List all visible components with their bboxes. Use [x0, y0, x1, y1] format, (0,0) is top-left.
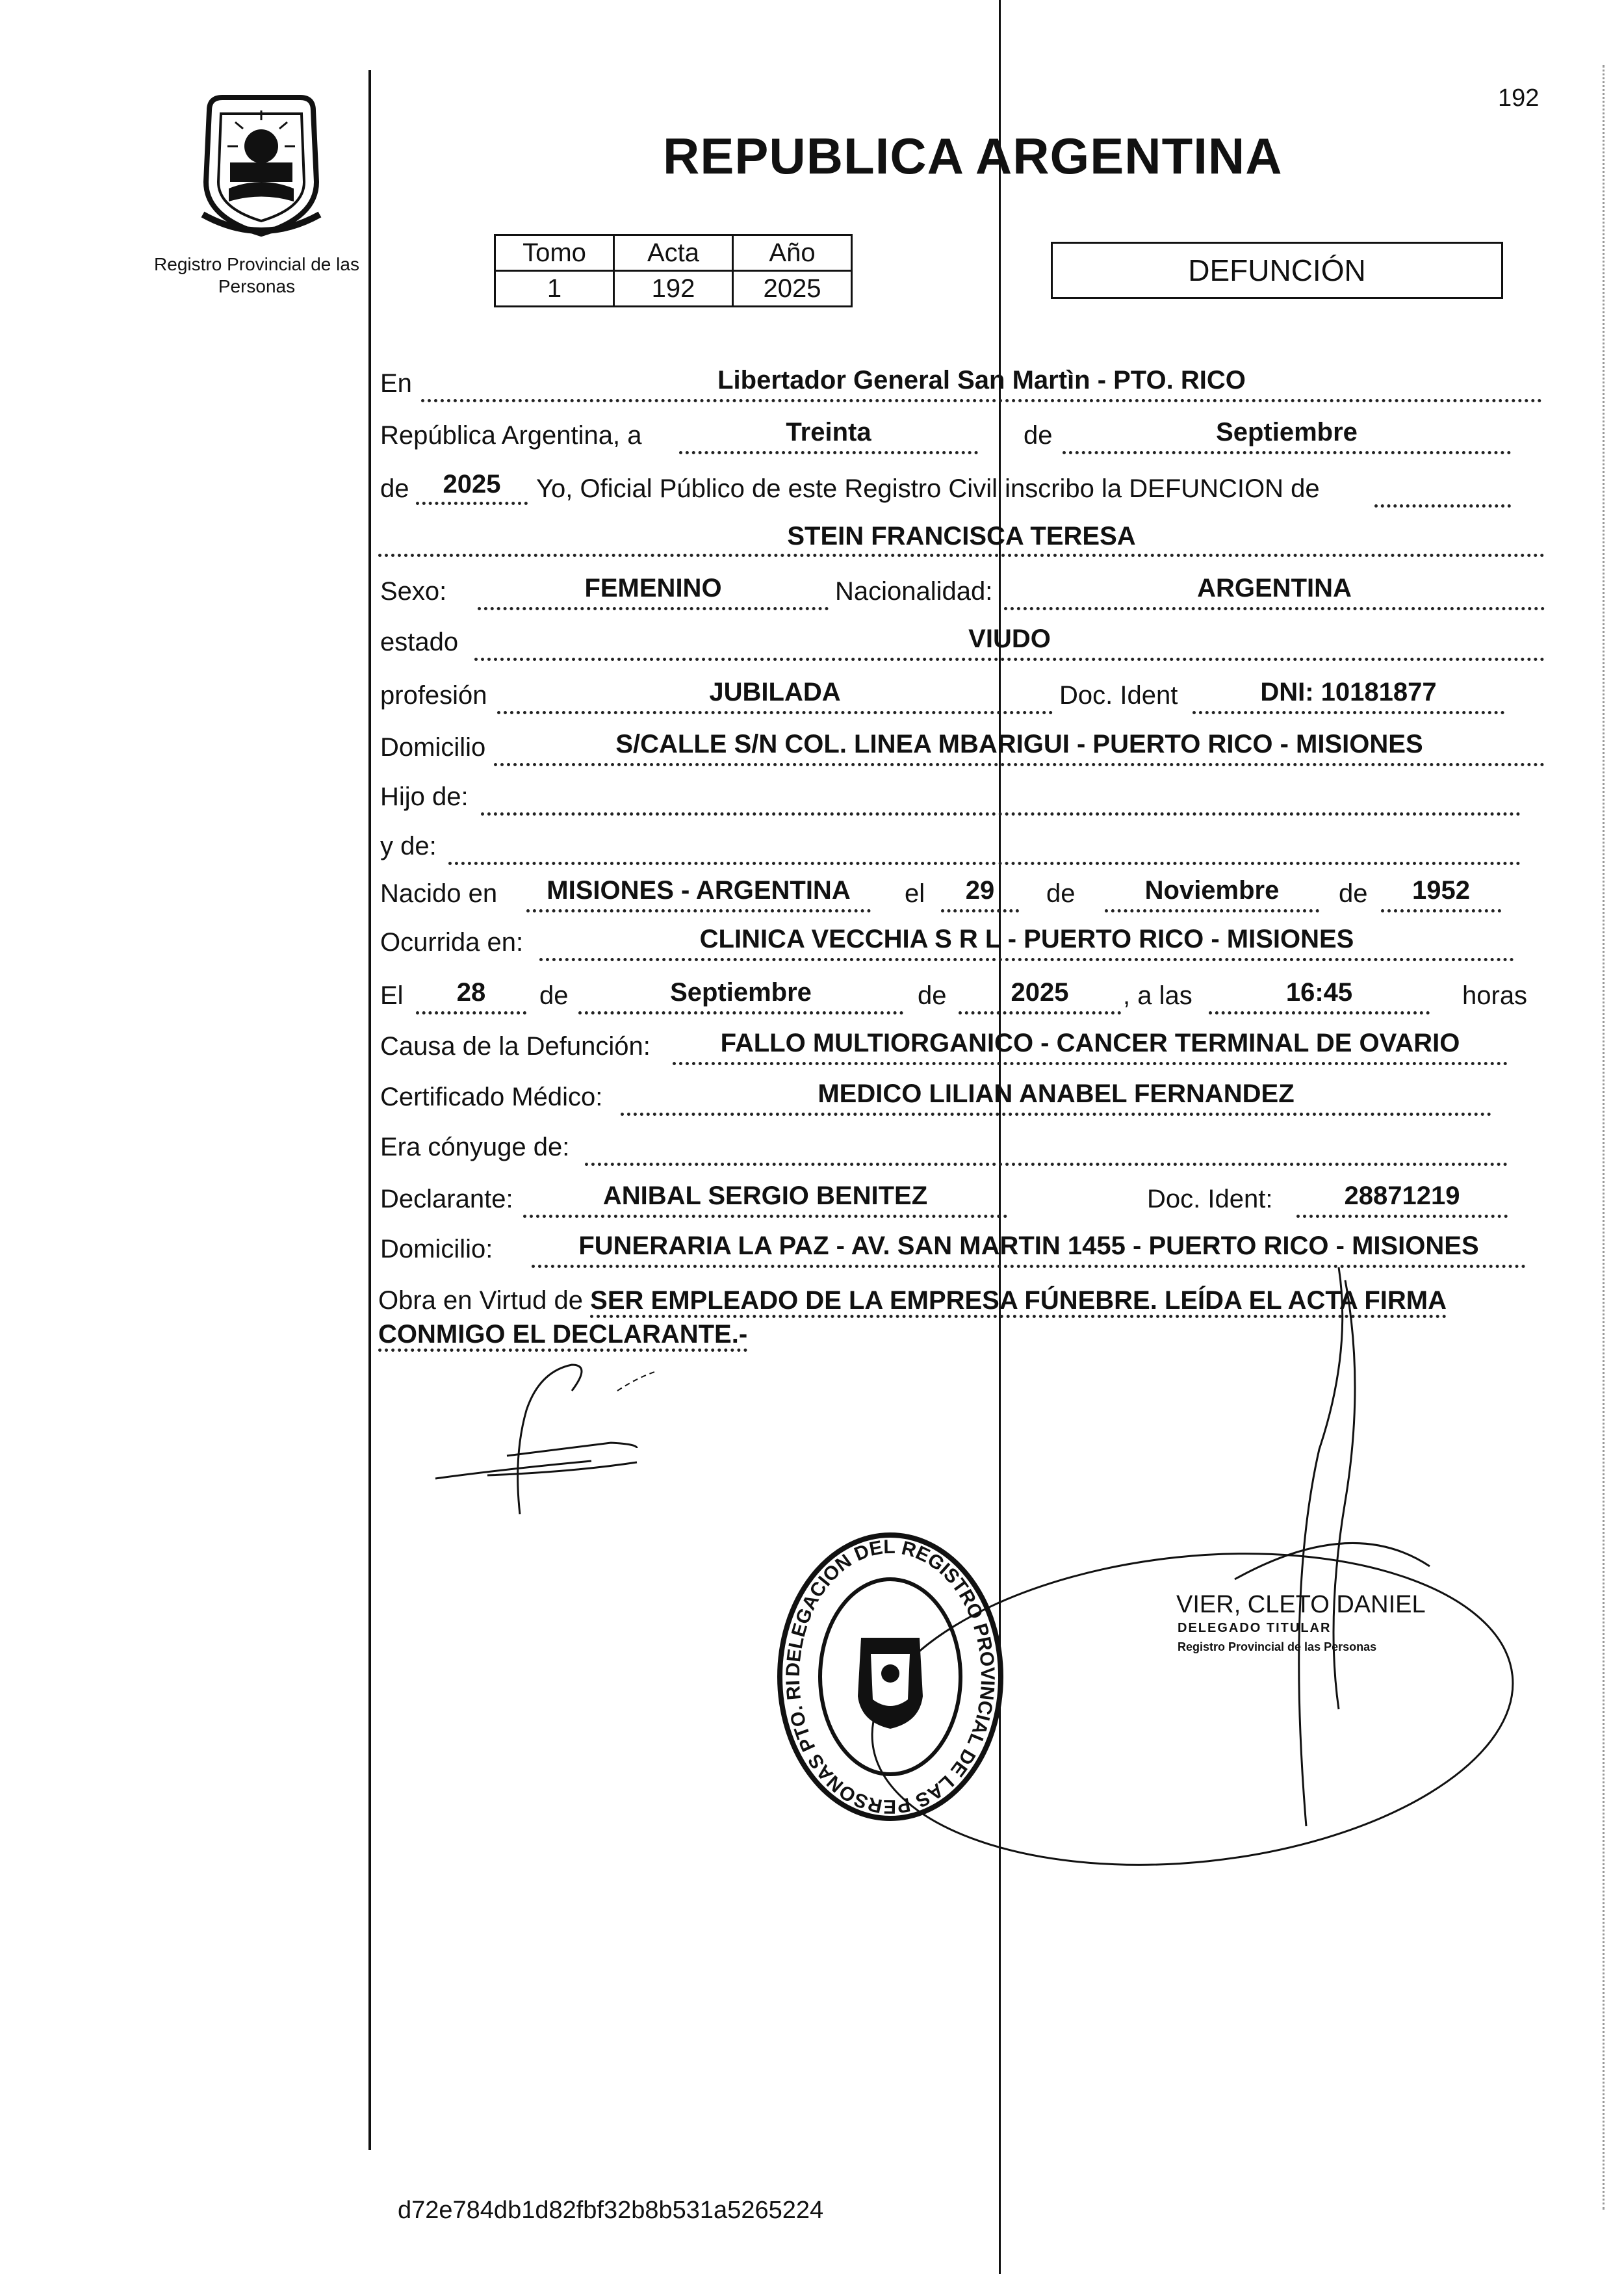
nacionalidad-value: ARGENTINA	[1197, 574, 1352, 602]
horas-label: horas	[1462, 981, 1528, 1010]
yde-label: y de:	[380, 832, 437, 860]
domicilio-value: S/CALLE S/N COL. LINEA MBARIGUI - PUERTO RICO - MISIONES	[615, 730, 1423, 758]
certificado-value: MEDICO LILIAN ANABEL FERNANDEZ	[818, 1079, 1295, 1108]
decl-doc-label: Doc. Ident:	[1147, 1185, 1273, 1213]
nac-anio-line	[1381, 909, 1501, 912]
obra-label: Obra en Virtud de	[378, 1286, 584, 1315]
document-hash: d72e784db1d82fbf32b8b531a5265224	[398, 2197, 824, 2224]
el-fall-label: El	[380, 981, 404, 1010]
fall-mes-line	[578, 1011, 903, 1014]
table-header-tomo: Tomo	[495, 235, 614, 271]
nac-de2-label: de	[1339, 879, 1368, 908]
stamp-round-text: DELEGACION DEL REGISTRO PROVINCIAL DE LAS PERSONAS PTO. RI	[782, 1536, 999, 1818]
declarante-label: Declarante:	[380, 1185, 513, 1213]
official-name: VIER, CLETO DANIEL	[1176, 1591, 1426, 1618]
decl-doc-line	[1296, 1215, 1508, 1218]
de-label-1: de	[1024, 421, 1053, 450]
decl-dom-label: Domicilio:	[380, 1235, 493, 1263]
nombre-line	[378, 554, 1545, 557]
declarante-line	[523, 1215, 1007, 1218]
fall-mes-value: Septiembre	[670, 978, 812, 1007]
estado-value: VIUDO	[968, 625, 1051, 653]
dia-line	[679, 451, 978, 454]
ocurrida-line	[539, 958, 1514, 961]
mes-line	[1063, 451, 1511, 454]
en-value: Libertador General San Martìn - PTO. RICO	[717, 366, 1246, 394]
round-registry-stamp	[770, 1527, 1011, 1826]
oficial-tail-line	[1374, 504, 1511, 508]
ocurrida-value: CLINICA VECCHIA S R L - PUERTO RICO - MISIONES	[699, 925, 1354, 953]
certificado-label: Certificado Médico:	[380, 1083, 603, 1111]
conyuge-line	[585, 1163, 1508, 1166]
registry-label: Registro Provincial de las Personas	[154, 254, 359, 296]
causa-value: FALLO MULTIORGANICO - CANCER TERMINAL DE OVARIO	[720, 1029, 1460, 1057]
hijo-line	[481, 812, 1521, 816]
table-header-acta: Acta	[614, 235, 733, 271]
en-line	[421, 399, 1542, 402]
doc-ident-label: Doc. Ident	[1059, 681, 1178, 710]
mes-value: Septiembre	[1216, 418, 1358, 446]
obra-value-2: CONMIGO EL DECLARANTE.-	[378, 1320, 747, 1352]
en-label: En	[380, 369, 412, 398]
decl-dom-value: FUNERARIA LA PAZ - AV. SAN MARTIN 1455 - PUERTO RICO - MISIONES	[578, 1232, 1479, 1260]
estado-line	[474, 658, 1545, 661]
fall-anio-line	[959, 1011, 1121, 1014]
hora-line	[1209, 1011, 1430, 1014]
right-edge-marks	[1603, 65, 1605, 2210]
anio-value: 2025	[443, 470, 501, 498]
left-margin-line	[368, 70, 371, 2150]
nacido-value: MISIONES - ARGENTINA	[547, 876, 851, 905]
doc-ident-value: DNI: 10181877	[1260, 678, 1437, 706]
deceased-name: STEIN FRANCISCA TERESA	[787, 522, 1136, 550]
fold-line	[999, 0, 1001, 2274]
ocurrida-label: Ocurrida en:	[380, 928, 524, 957]
fall-anio-value: 2025	[1011, 978, 1069, 1007]
certificado-line	[621, 1113, 1491, 1116]
estado-label: estado	[380, 628, 459, 656]
alas-label: , a las	[1123, 981, 1192, 1010]
causa-line	[673, 1062, 1508, 1065]
declarant-signature	[422, 1352, 695, 1534]
table-value-tomo: 1	[495, 271, 614, 307]
table-value-acta: 192	[614, 271, 733, 307]
sexo-line	[478, 607, 829, 610]
dia-value: Treinta	[786, 418, 871, 446]
table-header-anio: Año	[733, 235, 852, 271]
obra-value-1: SER EMPLEADO DE LA EMPRESA FÚNEBRE. LEÍDA EL ACTA FIRMA	[590, 1286, 1447, 1318]
yde-line	[448, 862, 1521, 865]
nac-dia-line	[941, 909, 1019, 912]
el-label: el	[905, 879, 925, 908]
decl-doc-value: 28871219	[1344, 1182, 1460, 1210]
hora-value: 16:45	[1285, 978, 1353, 1007]
act-type-box	[1051, 242, 1503, 299]
profesion-line	[497, 711, 1053, 714]
nac-anio-value: 1952	[1412, 876, 1470, 905]
tomo-acta-anio-table	[494, 234, 853, 307]
sexo-label: Sexo:	[380, 577, 447, 606]
act-type-label: DEFUNCIÓN	[1188, 253, 1366, 287]
domicilio-line	[494, 763, 1545, 766]
document-title: REPUBLICA ARGENTINA	[663, 127, 1283, 185]
nacido-line	[526, 909, 871, 912]
nac-mes-line	[1105, 909, 1319, 912]
conyuge-label: Era cónyuge de:	[380, 1133, 570, 1161]
provincial-seal-logo	[183, 84, 339, 240]
republica-label: República Argentina, a	[380, 421, 642, 450]
page-number: 192	[1498, 84, 1540, 112]
nac-mes-value: Noviembre	[1144, 876, 1280, 905]
doc-ident-line	[1192, 711, 1504, 714]
fall-de-label: de	[539, 981, 569, 1010]
anio-line	[416, 502, 528, 505]
nac-dia-value: 29	[965, 876, 995, 905]
hijo-label: Hijo de:	[380, 782, 469, 811]
domicilio-label: Domicilio	[380, 733, 486, 762]
nac-de-label: de	[1046, 879, 1076, 908]
fall-de2-label: de	[918, 981, 947, 1010]
official-org: Registro Provincial de las Personas	[1178, 1640, 1377, 1653]
profesion-label: profesión	[380, 681, 487, 710]
nacido-label: Nacido en	[380, 879, 498, 908]
profesion-value: JUBILADA	[709, 678, 841, 706]
de-label-2: de	[380, 474, 409, 503]
official-role: DELEGADO TITULAR	[1178, 1621, 1332, 1635]
table-value-anio: 2025	[733, 271, 852, 307]
oficial-text: Yo, Oficial Público de este Registro Civil inscribo la DEFUNCION de	[536, 474, 1320, 503]
declarante-value: ANIBAL SERGIO BENITEZ	[602, 1182, 928, 1210]
sexo-value: FEMENINO	[584, 574, 722, 602]
nacionalidad-label: Nacionalidad:	[835, 577, 993, 606]
fall-dia-line	[416, 1011, 526, 1014]
fall-dia-value: 28	[456, 978, 486, 1007]
causa-label: Causa de la Defunción:	[380, 1032, 651, 1061]
nacionalidad-line	[1004, 607, 1545, 610]
